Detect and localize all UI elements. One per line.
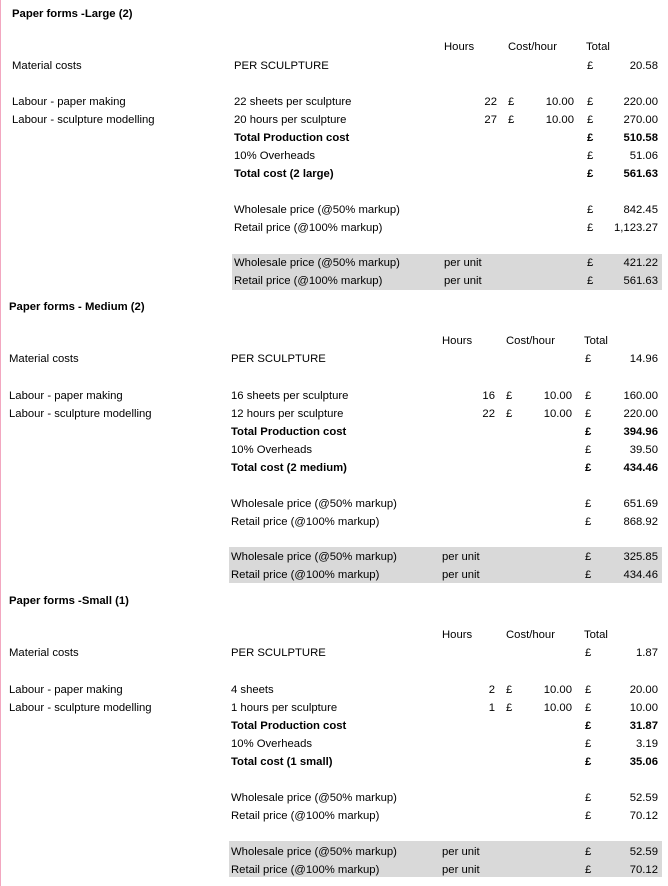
- labour-paper-total: 20.00: [629, 684, 658, 696]
- production-label: Total Production cost: [231, 426, 347, 438]
- unit-retail-label: Retail price (@100% markup): [231, 864, 380, 876]
- unit-wholesale-per-unit: per unit: [442, 846, 480, 858]
- currency-symbol: £: [587, 150, 594, 162]
- labour-model-hours: 1: [488, 702, 495, 714]
- unit-wholesale-label: Wholesale price (@50% markup): [231, 551, 397, 563]
- header-total: Total: [586, 41, 610, 53]
- production-label: Total Production cost: [234, 132, 350, 144]
- labour-model-total: 10.00: [629, 702, 658, 714]
- wholesale-total: 842.45: [623, 204, 658, 216]
- currency-symbol: £: [506, 702, 513, 714]
- retail-total: 868.92: [623, 516, 658, 528]
- section-title: Paper forms - Medium (2): [9, 301, 145, 313]
- currency-symbol: £: [506, 684, 513, 696]
- overheads-label: 10% Overheads: [231, 444, 313, 456]
- unit-wholesale-label: Wholesale price (@50% markup): [234, 257, 400, 269]
- unit-wholesale-total: 325.85: [623, 551, 658, 563]
- currency-symbol: £: [585, 516, 592, 528]
- material-label: Material costs: [12, 60, 82, 72]
- unit-retail-per-unit: per unit: [442, 864, 480, 876]
- currency-symbol: £: [585, 408, 592, 420]
- currency-symbol: £: [585, 792, 592, 804]
- production-label: Total Production cost: [231, 720, 347, 732]
- currency-symbol: £: [585, 551, 592, 563]
- labour-paper-desc: 22 sheets per sculpture: [234, 96, 352, 108]
- material-label: Material costs: [9, 353, 79, 365]
- currency-symbol: £: [587, 275, 594, 287]
- header-cost-hour: Cost/hour: [508, 41, 557, 53]
- material-desc: PER SCULPTURE: [231, 647, 326, 659]
- currency-symbol: £: [585, 444, 592, 456]
- header-hours: Hours: [442, 629, 473, 641]
- section-large: [0, 0, 668, 290]
- unit-retail-label: Retail price (@100% markup): [231, 569, 380, 581]
- wholesale-label: Wholesale price (@50% markup): [231, 792, 397, 804]
- unit-retail-total: 561.63: [623, 275, 658, 287]
- section-title: Paper forms -Large (2): [12, 8, 133, 20]
- retail-label: Retail price (@100% markup): [231, 516, 380, 528]
- labour-model-total: 220.00: [623, 408, 658, 420]
- labour-paper-hours: 16: [482, 390, 495, 402]
- overheads-total: 51.06: [629, 150, 658, 162]
- unit-retail-total: 70.12: [629, 864, 658, 876]
- currency-symbol: £: [585, 353, 592, 365]
- currency-symbol: £: [585, 426, 592, 438]
- currency-symbol: £: [585, 647, 592, 659]
- currency-symbol: £: [506, 408, 513, 420]
- unit-retail-per-unit: per unit: [444, 275, 482, 287]
- labour-model-hours: 27: [484, 114, 497, 126]
- labour-paper-desc: 4 sheets: [231, 684, 274, 696]
- material-total: 14.96: [629, 353, 658, 365]
- section-medium: [0, 294, 668, 584]
- currency-symbol: £: [585, 720, 592, 732]
- total-cost-total: 561.63: [623, 168, 658, 180]
- retail-total: 1,123.27: [614, 222, 658, 234]
- currency-symbol: £: [506, 390, 513, 402]
- labour-paper-hours: 2: [488, 684, 495, 696]
- labour-paper-hours: 22: [484, 96, 497, 108]
- total-cost-label: Total cost (2 medium): [231, 462, 347, 474]
- currency-symbol: £: [587, 257, 594, 269]
- labour-paper-total: 220.00: [623, 96, 658, 108]
- labour-model-label: Labour - sculpture modelling: [9, 702, 152, 714]
- unit-wholesale-per-unit: per unit: [444, 257, 482, 269]
- header-cost-hour: Cost/hour: [506, 335, 555, 347]
- overheads-total: 3.19: [636, 738, 658, 750]
- unit-retail-label: Retail price (@100% markup): [234, 275, 383, 287]
- labour-model-desc: 20 hours per sculpture: [234, 114, 347, 126]
- total-cost-total: 35.06: [629, 756, 658, 768]
- wholesale-label: Wholesale price (@50% markup): [231, 498, 397, 510]
- material-total: 20.58: [629, 60, 658, 72]
- labour-paper-rate: 10.00: [543, 684, 572, 696]
- labour-model-desc: 12 hours per sculpture: [231, 408, 344, 420]
- total-cost-label: Total cost (1 small): [231, 756, 333, 768]
- currency-symbol: £: [587, 96, 594, 108]
- retail-label: Retail price (@100% markup): [231, 810, 380, 822]
- labour-model-hours: 22: [482, 408, 495, 420]
- currency-symbol: £: [585, 569, 592, 581]
- labour-model-rate: 10.00: [543, 408, 572, 420]
- total-cost-total: 434.46: [623, 462, 658, 474]
- labour-paper-label: Labour - paper making: [9, 684, 123, 696]
- labour-paper-label: Labour - paper making: [12, 96, 126, 108]
- header-total: Total: [584, 335, 608, 347]
- header-hours: Hours: [442, 335, 473, 347]
- labour-paper-rate: 10.00: [545, 96, 574, 108]
- production-total: 31.87: [629, 720, 658, 732]
- labour-paper-desc: 16 sheets per sculpture: [231, 390, 349, 402]
- currency-symbol: £: [585, 846, 592, 858]
- currency-symbol: £: [585, 498, 592, 510]
- currency-symbol: £: [585, 390, 592, 402]
- currency-symbol: £: [587, 60, 594, 72]
- section-title: Paper forms -Small (1): [9, 595, 129, 607]
- currency-symbol: £: [587, 222, 594, 234]
- currency-symbol: £: [585, 684, 592, 696]
- currency-symbol: £: [587, 204, 594, 216]
- unit-wholesale-total: 421.22: [623, 257, 658, 269]
- currency-symbol: £: [508, 114, 515, 126]
- wholesale-total: 651.69: [623, 498, 658, 510]
- currency-symbol: £: [585, 864, 592, 876]
- labour-paper-label: Labour - paper making: [9, 390, 123, 402]
- section-small: [0, 588, 668, 878]
- overheads-label: 10% Overheads: [234, 150, 316, 162]
- currency-symbol: £: [587, 114, 594, 126]
- total-cost-label: Total cost (2 large): [234, 168, 334, 180]
- header-hours: Hours: [444, 41, 475, 53]
- wholesale-total: 52.59: [629, 792, 658, 804]
- overheads-total: 39.50: [629, 444, 658, 456]
- material-desc: PER SCULPTURE: [231, 353, 326, 365]
- wholesale-label: Wholesale price (@50% markup): [234, 204, 400, 216]
- unit-wholesale-total: 52.59: [629, 846, 658, 858]
- retail-label: Retail price (@100% markup): [234, 222, 383, 234]
- header-cost-hour: Cost/hour: [506, 629, 555, 641]
- currency-symbol: £: [587, 168, 594, 180]
- labour-paper-rate: 10.00: [543, 390, 572, 402]
- unit-wholesale-per-unit: per unit: [442, 551, 480, 563]
- unit-retail-total: 434.46: [623, 569, 658, 581]
- labour-model-label: Labour - sculpture modelling: [12, 114, 155, 126]
- production-total: 394.96: [623, 426, 658, 438]
- currency-symbol: £: [585, 462, 592, 474]
- material-desc: PER SCULPTURE: [234, 60, 329, 72]
- currency-symbol: £: [585, 738, 592, 750]
- material-total: 1.87: [636, 647, 658, 659]
- currency-symbol: £: [585, 756, 592, 768]
- labour-model-rate: 10.00: [543, 702, 572, 714]
- labour-model-total: 270.00: [623, 114, 658, 126]
- unit-wholesale-label: Wholesale price (@50% markup): [231, 846, 397, 858]
- currency-symbol: £: [587, 132, 594, 144]
- labour-model-label: Labour - sculpture modelling: [9, 408, 152, 420]
- production-total: 510.58: [623, 132, 658, 144]
- header-total: Total: [584, 629, 608, 641]
- retail-total: 70.12: [629, 810, 658, 822]
- labour-model-rate: 10.00: [545, 114, 574, 126]
- unit-retail-per-unit: per unit: [442, 569, 480, 581]
- currency-symbol: £: [508, 96, 515, 108]
- overheads-label: 10% Overheads: [231, 738, 313, 750]
- labour-model-desc: 1 hours per sculpture: [231, 702, 338, 714]
- currency-symbol: £: [585, 810, 592, 822]
- labour-paper-total: 160.00: [623, 390, 658, 402]
- material-label: Material costs: [9, 647, 79, 659]
- currency-symbol: £: [585, 702, 592, 714]
